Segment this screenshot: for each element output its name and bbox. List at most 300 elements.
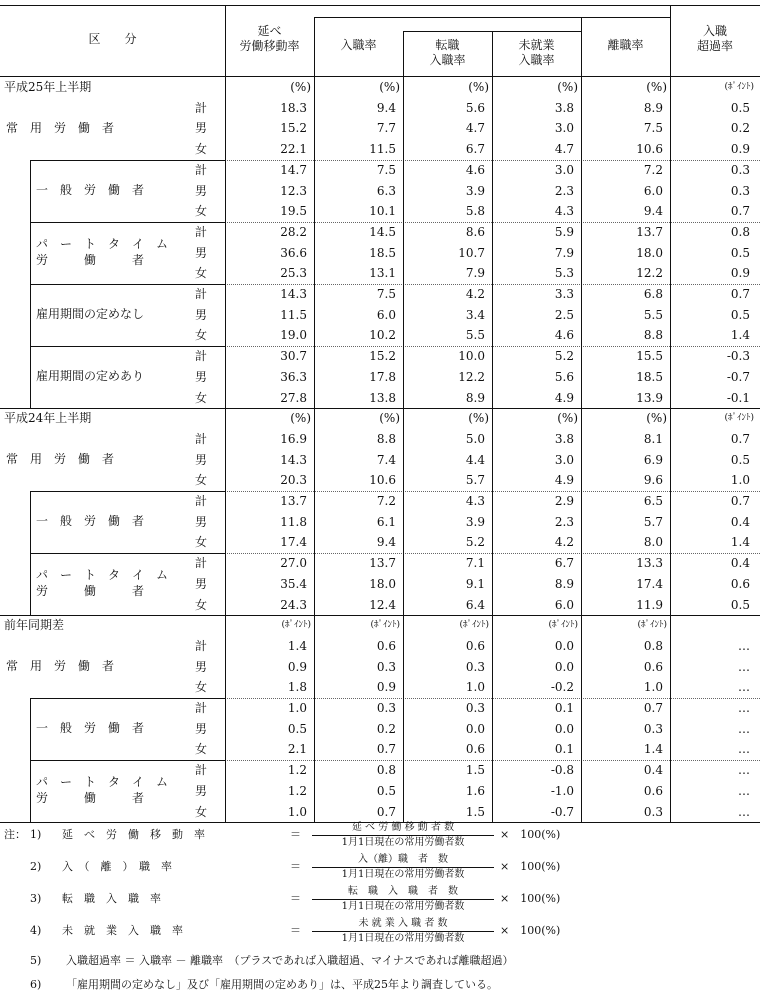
table-cell: 7.5: [643, 121, 663, 136]
table-cell: 0.4: [730, 556, 750, 571]
table-cell: 0.6: [465, 742, 485, 757]
group-left-rule: [30, 346, 31, 408]
table-cell: 0.3: [730, 162, 750, 177]
table-cell: 8.1: [643, 431, 663, 446]
table-cell: 5.7: [643, 514, 663, 529]
table-cell: 15.2: [369, 349, 396, 364]
fraction-denominator: 1月1日現在の常用労働者数: [341, 837, 465, 848]
table-cell: 0.3: [643, 804, 663, 819]
header-job-change-line1: 転職: [435, 38, 460, 52]
unit-label: (%): [379, 80, 400, 94]
table-cell: 9.1: [465, 576, 485, 591]
table-cell: 0.7: [730, 204, 750, 219]
table-cell: 0.2: [730, 121, 750, 136]
table-cell: 12.3: [280, 183, 307, 198]
unit-label: (ﾎﾟｲﾝﾄ): [548, 620, 578, 631]
table-cell: 8.9: [643, 100, 663, 115]
table-cell: …: [738, 763, 750, 778]
table-cell: 27.0: [280, 556, 307, 571]
table-cell: 5.0: [465, 431, 485, 446]
table-cell: 24.3: [280, 597, 307, 612]
table-cell: 10.2: [369, 328, 396, 343]
table-cell: 4.3: [554, 204, 574, 219]
table-cell: 1.6: [465, 783, 485, 798]
sex-label: 計: [195, 494, 208, 508]
table-cell: 5.7: [465, 473, 485, 488]
table-cell: 0.0: [554, 721, 574, 736]
fraction-numerator: 入（離）職 者 数: [358, 854, 448, 865]
table-cell: 5.3: [554, 266, 574, 281]
table-cell: -0.2: [550, 680, 574, 695]
table-cell: 6.3: [376, 183, 396, 198]
table-cell: 0.0: [554, 659, 574, 674]
table-cell: 0.1: [554, 742, 574, 757]
table-cell: 1.0: [287, 701, 307, 715]
table-cell: 1.4: [643, 742, 663, 757]
table-cell: 1.0: [643, 680, 663, 695]
table-cell: 6.7: [554, 556, 574, 571]
sex-label: 計: [195, 162, 208, 177]
table-cell: 4.7: [465, 121, 485, 136]
table-cell: 19.0: [280, 328, 307, 343]
table-cell: …: [738, 783, 750, 798]
table-cell: 11.5: [280, 307, 307, 322]
unit-label: (%): [379, 411, 400, 426]
table-cell: …: [738, 638, 750, 653]
col-divider: [225, 77, 226, 822]
sex-label: 男: [195, 121, 208, 136]
table-cell: 1.0: [287, 804, 307, 819]
table-cell: 1.8: [287, 680, 307, 695]
unit-label: (%): [468, 80, 489, 94]
fraction-bar: [312, 931, 494, 932]
table-cell: -0.7: [550, 804, 574, 819]
note-term: 延 べ 労 働 移 動 率: [62, 828, 205, 841]
table-cell: 7.9: [554, 245, 574, 260]
header-accession-rate: 入職率: [340, 38, 377, 52]
group-top-rule: [30, 553, 225, 554]
section-bottom-rule: [0, 615, 760, 616]
sex-label: 女: [195, 328, 208, 343]
table-cell: -0.3: [726, 349, 750, 364]
table-cell: 6.0: [554, 597, 574, 612]
header-new-entrant-line2: 入職率: [518, 53, 555, 67]
group-left-rule: [30, 553, 31, 615]
table-cell: …: [738, 721, 750, 736]
table-cell: 7.4: [376, 452, 396, 467]
table-cell: 1.5: [465, 804, 485, 819]
section-bottom-rule: [0, 408, 760, 409]
table-cell: 3.9: [465, 183, 485, 198]
col-divider: [492, 77, 493, 822]
group-left-rule: [30, 222, 31, 284]
table-cell: 15.2: [280, 121, 307, 136]
table-cell: 5.2: [465, 535, 485, 550]
table-cell: 14.5: [369, 224, 396, 239]
note-term: 入 （ 離 ） 職 率: [62, 860, 172, 873]
group-label: 雇用期間の定めなし: [36, 307, 145, 322]
table-cell: 30.7: [280, 349, 307, 364]
table-cell: 36.6: [280, 245, 307, 260]
group-label: 雇用期間の定めあり: [36, 369, 145, 384]
fraction-denominator: 1月1日現在の常用労働者数: [341, 901, 465, 912]
sex-label: 計: [195, 349, 208, 364]
note-number: 5): [30, 954, 42, 967]
sex-label: 女: [195, 390, 208, 405]
note-term: 転 職 入 職 率: [62, 892, 161, 905]
table-cell: 0.2: [376, 721, 396, 736]
table-cell: 15.5: [636, 349, 663, 364]
sex-label: 男: [195, 783, 208, 798]
fraction-bar: [312, 835, 494, 836]
header-new-entrant-line1: 未就業: [518, 38, 555, 52]
notes: [0, 812, 760, 1002]
table-cell: 3.8: [554, 431, 574, 446]
unit-label: (ﾎﾟｲﾝﾄ): [459, 620, 489, 631]
table-cell: 4.6: [554, 328, 574, 343]
group-label-line1: パ ー ト タ イ ム: [36, 568, 169, 583]
header-total-turnover-rate-line1: 延べ: [257, 24, 282, 38]
sex-label: 女: [195, 535, 208, 550]
table-cell: 1.2: [287, 763, 307, 778]
table-cell: 2.3: [554, 514, 574, 529]
times-100-percent: × 100(%): [500, 924, 561, 937]
table-cell: 6.4: [465, 597, 485, 612]
sex-label: 男: [195, 576, 208, 591]
header-excess-line1: 入職: [702, 24, 727, 38]
table-cell: 6.0: [643, 183, 663, 198]
table-cell: 8.0: [643, 535, 663, 550]
table-cell: 0.5: [376, 783, 396, 798]
table-cell: 2.9: [554, 494, 574, 508]
table-cell: 13.7: [280, 494, 307, 508]
table-cell: 12.2: [636, 266, 663, 281]
table-cell: 0.5: [730, 597, 750, 612]
table-cell: 17.4: [280, 535, 307, 550]
table-cell: 17.4: [636, 576, 663, 591]
note-number: 4): [30, 924, 42, 937]
table-cell: …: [738, 701, 750, 715]
times-100-percent: × 100(%): [500, 892, 561, 905]
table-cell: 35.4: [280, 576, 307, 591]
table-cell: 0.8: [643, 638, 663, 653]
table-cell: -0.8: [550, 763, 574, 778]
table-top-rule: [0, 5, 760, 6]
col-divider: [403, 77, 404, 822]
table-cell: 3.8: [554, 100, 574, 115]
table-cell: 12.2: [458, 369, 485, 384]
sex-label: 計: [195, 763, 208, 778]
table-cell: …: [738, 742, 750, 757]
table-cell: 0.0: [465, 721, 485, 736]
table-cell: 28.2: [280, 224, 307, 239]
table-cell: 14.3: [280, 287, 307, 301]
table-cell: 1.5: [465, 763, 485, 778]
unit-label: (ﾎﾟｲﾝﾄ): [724, 82, 754, 92]
table-cell: 4.2: [465, 287, 485, 301]
table-cell: 1.0: [730, 473, 750, 488]
header-separation-rate: 離職率: [607, 38, 644, 52]
sex-label: 計: [195, 100, 208, 115]
notes-prefix: 注：: [4, 828, 26, 841]
group-left-rule: [30, 160, 31, 222]
table-cell: 14.3: [280, 452, 307, 467]
unit-label: (%): [557, 80, 578, 94]
table-cell: 3.0: [554, 452, 574, 467]
group-label: 常 用 労 働 者: [6, 120, 115, 135]
sex-label: 女: [195, 597, 208, 612]
table-cell: 0.7: [643, 701, 663, 715]
table-cell: 20.3: [280, 473, 307, 488]
table-cell: 0.5: [730, 307, 750, 322]
sex-label: 男: [195, 659, 208, 674]
header-job-change-line2: 入職率: [429, 53, 466, 67]
sex-label: 男: [195, 452, 208, 467]
table-cell: 0.3: [465, 659, 485, 674]
table-cell: 11.9: [636, 597, 663, 612]
fraction-numerator: 未 就 業 入 職 者 数: [358, 918, 448, 929]
group-label: 一 般 労 働 者: [36, 514, 145, 529]
header-bracket-rule: [403, 31, 581, 32]
table-cell: 0.5: [730, 100, 750, 115]
group-top-rule: [30, 491, 225, 492]
table-cell: 6.1: [376, 514, 396, 529]
table-cell: 9.4: [643, 204, 663, 219]
header-excess-line2: 超過率: [696, 39, 733, 53]
table-cell: 0.7: [376, 804, 396, 819]
table-cell: 16.9: [280, 431, 307, 446]
unit-label: (%): [468, 411, 489, 426]
sex-label: 女: [195, 266, 208, 281]
table-cell: 0.0: [554, 638, 574, 653]
table-cell: 10.6: [636, 142, 663, 157]
table-cell: 0.4: [730, 514, 750, 529]
note-number: 6): [30, 978, 42, 991]
table-cell: 3.0: [554, 162, 574, 177]
table-cell: 13.7: [369, 556, 396, 571]
header-total-turnover-rate: [225, 24, 314, 54]
header-excess-accession-rate: [670, 24, 760, 54]
group-label-line1: パ ー ト タ イ ム: [36, 236, 169, 251]
sex-label: 女: [195, 473, 208, 488]
sex-label: 計: [195, 287, 208, 301]
table-cell: 8.8: [376, 431, 396, 446]
fraction-numerator: 延 べ 労 働 移 動 者 数: [351, 822, 455, 833]
sex-label: 女: [195, 142, 208, 157]
table-cell: 0.5: [287, 721, 307, 736]
fraction-denominator: 1月1日現在の常用労働者数: [341, 933, 465, 944]
table-cell: 0.6: [376, 638, 396, 653]
table-cell: 0.6: [465, 638, 485, 653]
table-cell: 7.5: [376, 162, 396, 177]
table-cell: 7.2: [376, 494, 396, 508]
table-cell: 12.4: [369, 597, 396, 612]
fraction-bar: [312, 867, 494, 868]
table-cell: 13.8: [369, 390, 396, 405]
table-cell: 7.9: [465, 266, 485, 281]
section-title: 平成24年上半期: [4, 411, 92, 426]
table-cell: 7.2: [643, 162, 663, 177]
table-cell: 7.7: [376, 121, 396, 136]
note-number: 1): [30, 828, 42, 841]
table-cell: 8.9: [465, 390, 485, 405]
table-cell: 5.9: [554, 224, 574, 239]
table-cell: …: [738, 680, 750, 695]
table-cell: 0.7: [730, 431, 750, 446]
table-cell: 1.0: [465, 680, 485, 695]
group-label: 常 用 労 働 者: [6, 451, 115, 466]
group-left-rule: [30, 698, 31, 760]
equals-sign: ＝: [290, 892, 301, 905]
table-cell: 9.4: [376, 535, 396, 550]
table-cell: 13.3: [636, 556, 663, 571]
unit-label: (%): [557, 411, 578, 426]
table-cell: 18.0: [636, 245, 663, 260]
table-cell: 8.6: [465, 224, 485, 239]
table-cell: 9.6: [643, 473, 663, 488]
table-cell: 27.8: [280, 390, 307, 405]
table-cell: 4.4: [465, 452, 485, 467]
table-cell: 18.5: [636, 369, 663, 384]
table-cell: 36.3: [280, 369, 307, 384]
table-cell: …: [738, 659, 750, 674]
table-cell: 10.6: [369, 473, 396, 488]
table-cell: 19.5: [280, 204, 307, 219]
table-cell: 17.8: [369, 369, 396, 384]
col-divider: [314, 77, 315, 822]
sex-label: 男: [195, 514, 208, 529]
table-cell: 5.5: [465, 328, 485, 343]
table-cell: 5.8: [465, 204, 485, 219]
table-cell: 8.9: [554, 576, 574, 591]
header-category: 区 分: [88, 32, 137, 46]
sex-label: 計: [195, 431, 208, 446]
table-cell: 0.3: [376, 659, 396, 674]
sex-label: 女: [195, 204, 208, 219]
table-cell: 5.6: [465, 100, 485, 115]
header-job-change-accession-rate: [403, 38, 492, 68]
unit-label: (%): [646, 411, 667, 426]
table-cell: …: [738, 804, 750, 819]
note-6-text: 「雇用期間の定めなし」及び「雇用期間の定めあり」は、平成25年より調査している。: [66, 978, 498, 991]
table-cell: 6.9: [643, 452, 663, 467]
table-cell: 18.3: [280, 100, 307, 115]
table-cell: 1.4: [730, 328, 750, 343]
group-top-rule: [30, 698, 225, 699]
table-cell: 4.6: [465, 162, 485, 177]
sex-label: 男: [195, 307, 208, 322]
group-label: 一 般 労 働 者: [36, 182, 145, 197]
group-label-line1: パ ー ト タ イ ム: [36, 775, 169, 790]
sex-label: 男: [195, 245, 208, 260]
table-cell: 4.7: [554, 142, 574, 157]
section-title: 平成25年上半期: [4, 80, 92, 94]
group-label-line2: 労 働 者: [36, 791, 145, 806]
table-cell: 0.3: [730, 183, 750, 198]
table-cell: 22.1: [280, 142, 307, 157]
fraction-bar: [312, 899, 494, 900]
table-cell: 0.3: [465, 701, 485, 715]
fraction-denominator: 1月1日現在の常用労働者数: [341, 869, 465, 880]
header-bottom-rule: [0, 76, 760, 77]
table-cell: 10.0: [458, 349, 485, 364]
group-top-rule: [30, 760, 225, 761]
group-top-rule: [30, 160, 225, 161]
equals-sign: ＝: [290, 924, 301, 937]
table-cell: 0.1: [554, 701, 574, 715]
table-cell: 4.9: [554, 390, 574, 405]
table-cell: 13.9: [636, 390, 663, 405]
group-label: 常 用 労 働 者: [6, 658, 115, 673]
equals-sign: ＝: [290, 860, 301, 873]
group-left-rule: [30, 284, 31, 346]
note-number: 2): [30, 860, 42, 873]
group-label: 一 般 労 働 者: [36, 721, 145, 736]
table-cell: 0.9: [376, 680, 396, 695]
table-cell: -0.1: [726, 390, 750, 405]
sex-label: 女: [195, 804, 208, 819]
group-label-line2: 労 働 者: [36, 584, 145, 599]
table-cell: 0.5: [730, 452, 750, 467]
table-cell: 4.9: [554, 473, 574, 488]
group-left-rule: [30, 491, 31, 553]
table-cell: 2.1: [287, 742, 307, 757]
table-cell: 0.9: [730, 266, 750, 281]
sex-label: 計: [195, 224, 208, 239]
table-cell: 25.3: [280, 266, 307, 281]
table-cell: 10.1: [369, 204, 396, 219]
sex-label: 計: [195, 556, 208, 571]
unit-label: (%): [290, 411, 311, 426]
table-cell: 10.7: [458, 245, 485, 260]
table-cell: 6.8: [643, 287, 663, 301]
col-divider: [670, 77, 671, 822]
equals-sign: ＝: [290, 828, 301, 841]
table-cell: -1.0: [550, 783, 574, 798]
table-cell: 11.8: [280, 514, 307, 529]
table-cell: 6.0: [376, 307, 396, 322]
table-cell: 7.5: [376, 287, 396, 301]
unit-label: (ﾎﾟｲﾝﾄ): [281, 620, 311, 631]
table-cell: 0.7: [730, 494, 750, 508]
note-term: 未 就 業 入 職 率: [62, 924, 183, 937]
table-cell: 4.3: [465, 494, 485, 508]
table-cell: 0.9: [287, 659, 307, 674]
group-top-rule: [30, 284, 225, 285]
table-cell: 0.3: [376, 701, 396, 715]
table-cell: 1.4: [730, 535, 750, 550]
table-cell: 3.4: [465, 307, 485, 322]
table-cell: 18.5: [369, 245, 396, 260]
unit-label: (%): [290, 80, 311, 94]
sex-label: 男: [195, 369, 208, 384]
table-cell: 0.6: [643, 659, 663, 674]
table-cell: -0.7: [726, 369, 750, 384]
table-cell: 2.5: [554, 307, 574, 322]
unit-label: (ﾎﾟｲﾝﾄ): [724, 413, 754, 424]
table-cell: 14.7: [280, 162, 307, 177]
header-bracket-rule: [314, 17, 670, 18]
table-cell: 4.2: [554, 535, 574, 550]
table-cell: 8.8: [643, 328, 663, 343]
times-100-percent: × 100(%): [500, 860, 561, 873]
table-cell: 0.9: [730, 142, 750, 157]
unit-label: (ﾎﾟｲﾝﾄ): [637, 620, 667, 631]
note-number: 3): [30, 892, 42, 905]
table-cell: 0.6: [730, 576, 750, 591]
table-cell: 5.6: [554, 369, 574, 384]
table-cell: 0.8: [730, 224, 750, 239]
